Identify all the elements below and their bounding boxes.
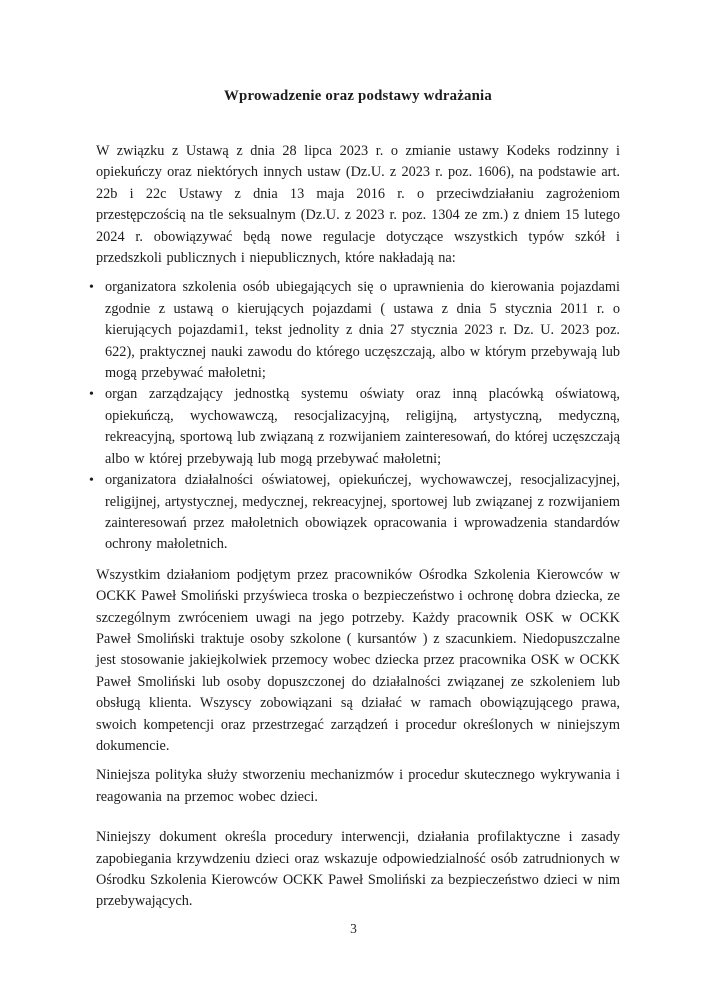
list-item: • organizatora szkolenia osób ubiegających się o uprawnienia do kierowania pojazdami zgodnie z ustawą o kierujących pojazdami ( ustawa z dnia 5 stycznia 2011 r. o kierujących pojazdami1, tekst jednolity z dnia 27 stycznia 2023 r. Dz. U. 2023 poz. 622), praktycznej nauki zawodu do którego uczęszczają, albo w którym przebywają lub mogą przebywać małoletni; (88, 277, 620, 384)
body-paragraph: Niniejszy dokument określa procedury interwencji, działania profilaktyczne i zasady zapobiegania krzywdzeniu dzieci oraz wskazuje odpowiedzialność osób zatrudnionych w Ośrodku Szkolenia Kierowców OCKK Paweł Smoliński za bezpieczeństwo dzieci w nim przebywających. (96, 829, 620, 910)
list-item: • organ zarządzający jednostką systemu oświaty oraz inną placówką oświatową, opiekuńczą, wychowawczą, resocjalizacyjną, religijną, artystyczną, medyczną, rekreacyjną, sportową lub związaną z rozwijaniem zainteresowań, do której uczęszczają albo w której przebywają lub mogą przebywać małoletni; (88, 384, 620, 470)
intro-paragraph: W związku z Ustawą z dnia 28 lipca 2023 r. o zmianie ustawy Kodeks rodzinny i opiekuńczy oraz niektórych innych ustaw (Dz.U. z 2023 r. poz. 1606), na podstawie art. 22b i 22c Ustawy z dnia 13 maja 2016 r. o przeciwdziałaniu zagrożeniom przestępczością na tle seksualnym (Dz.U. z 2023 r. poz. 1304 ze zm.) z dniem 15 lutego 2024 r. obowiązywać będą nowe regulacje dotyczące wszystkich typów szkół i przedszkoli publicznych i niepublicznych, które nakładają na: (96, 143, 620, 267)
document-content (96, 88, 620, 913)
list-item: • organizatora działalności oświatowej, opiekuńczej, wychowawczej, resocjalizacyjnej, religijnej, artystycznej, medycznej, rekreacyjnej, sportowej lub związanej z rozwijaniem zainteresowań przez małoletnich obowiązek opracowania i wprowadzenia standardów ochrony małoletnich. (88, 470, 620, 556)
page-number: 3 (350, 921, 357, 936)
section-title: Wprowadzenie oraz podstawy wdrażania (224, 88, 492, 104)
body-paragraph: Niniejsza polityka służy stworzeniu mechanizmów i procedur skutecznego wykrywania i reagowania na przemoc wobec dzieci. (96, 767, 620, 805)
body-paragraph: Wszystkim działaniom podjętym przez pracowników Ośrodka Szkolenia Kierowców w OCKK Paweł Smoliński przyświeca troska o bezpieczeństwo i ochronę dobra dziecka, ze szczególnym zwróceniem uwagi na jego potrzeby. Każdy pracownik OSK w OCKK Paweł Smoliński traktuje osoby szkolone ( kursantów ) z szacunkiem. Niedopuszczalne jest stosowanie jakiejkolwiek przemocy wobec dziecka przez pracownika OSK w OCKK Paweł Smoliński lub osoby dopuszczonej do działalności związanej ze szkoleniem lub obsługą klienta. Wszyscy zobowiązani są działać w ramach obowiązującego prawa, swoich kompetencji oraz przestrzegać zarządzeń i procedur określonych w niniejszym dokumencie. (96, 566, 620, 754)
obligated-entities-list (88, 277, 620, 555)
